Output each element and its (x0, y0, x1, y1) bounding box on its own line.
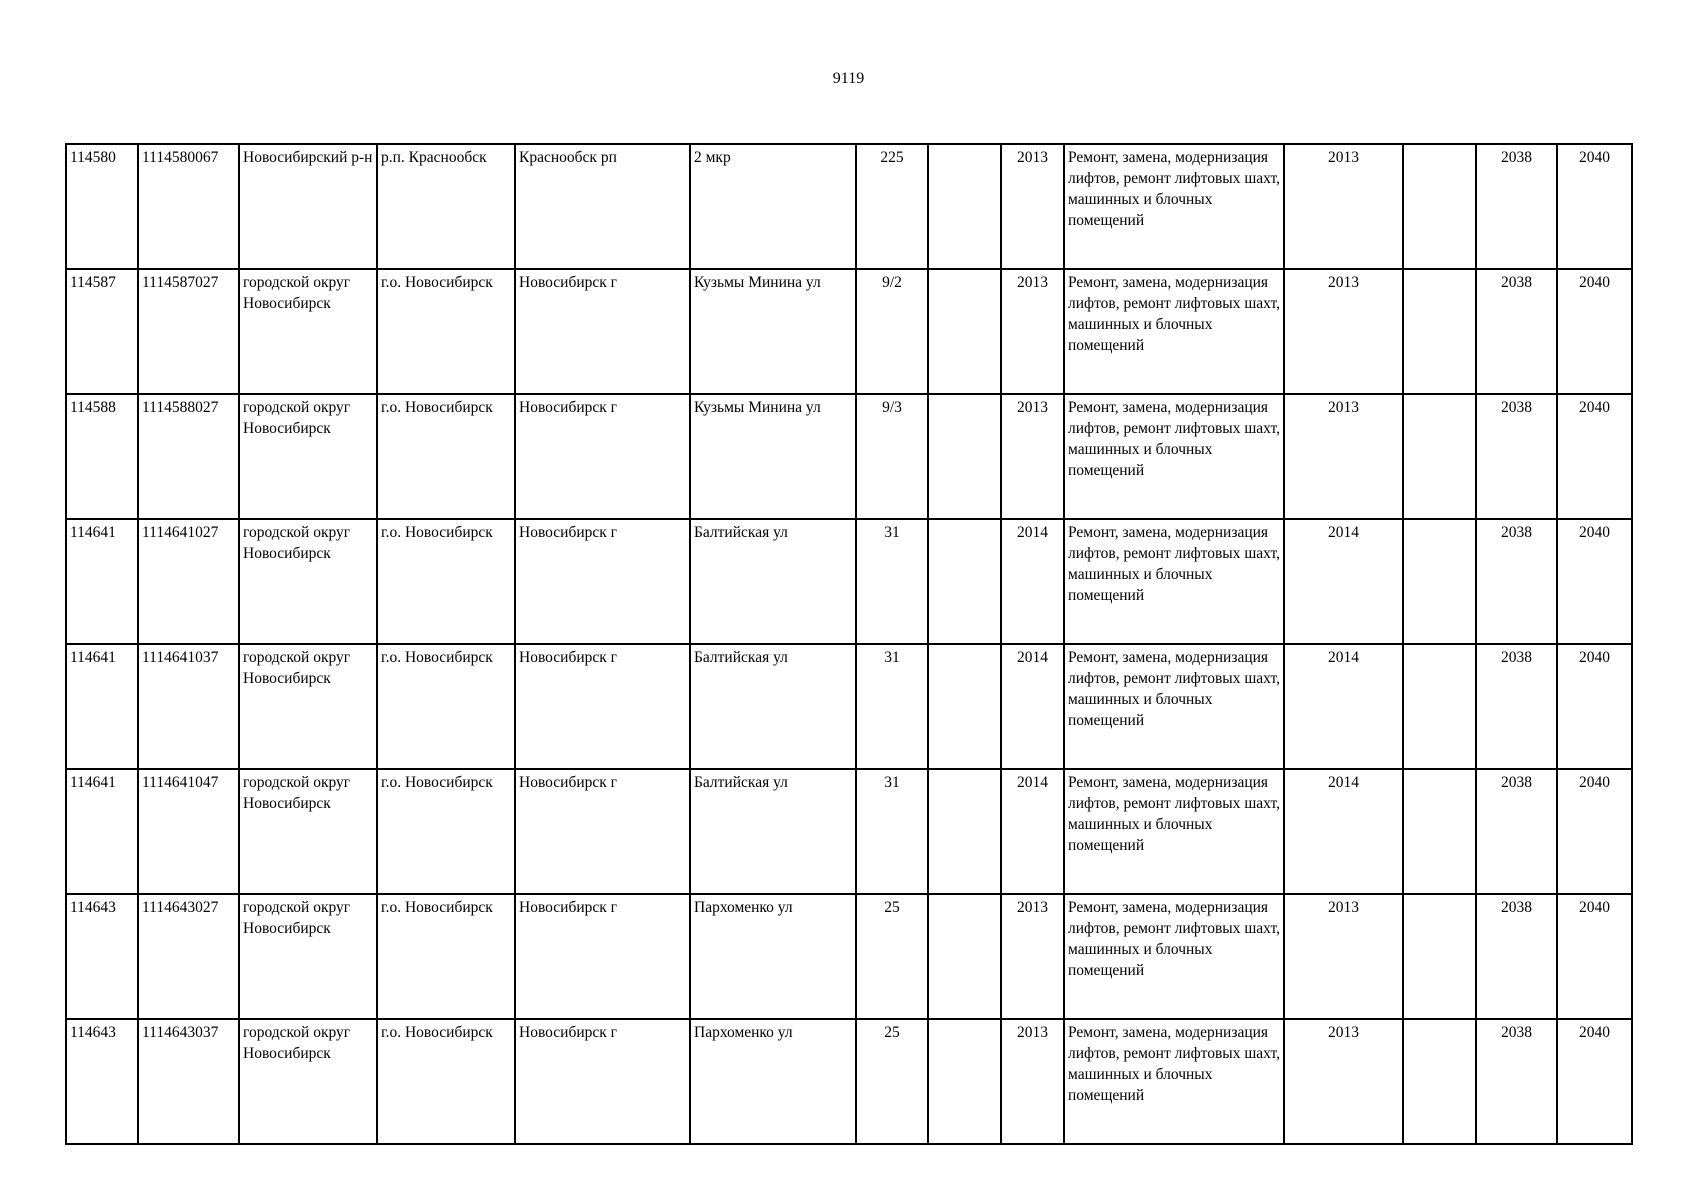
cell-street: Пархоменко ул (690, 1019, 856, 1144)
cell-work-type: Ремонт, замена, модернизация лифтов, ремонт лифтовых шахт, машинных и блочных помещений (1064, 144, 1284, 269)
cell-empty (1403, 769, 1476, 894)
cell-work-type: Ремонт, замена, модернизация лифтов, ремонт лифтовых шахт, машинных и блочных помещений (1064, 519, 1284, 644)
cell-id: 114641 (66, 519, 138, 644)
table-body (66, 144, 1632, 1144)
cell-district: городской округ Новосибирск (239, 394, 377, 519)
cell-code: 1114580067 (138, 144, 239, 269)
cell-locality: Новосибирск г (515, 644, 690, 769)
cell-street: Кузьмы Минина ул (690, 394, 856, 519)
cell-year-from: 2038 (1476, 769, 1557, 894)
cell-year-built: 2014 (1001, 519, 1064, 644)
cell-locality: Новосибирск г (515, 1019, 690, 1144)
cell-year-repair: 2013 (1284, 394, 1403, 519)
cell-house: 31 (856, 519, 928, 644)
cell-street: Балтийская ул (690, 769, 856, 894)
cell-year-to: 2040 (1557, 269, 1632, 394)
cell-settlement: г.о. Новосибирск (377, 519, 515, 644)
cell-district: городской округ Новосибирск (239, 519, 377, 644)
cell-locality: Новосибирск г (515, 394, 690, 519)
cell-street: Балтийская ул (690, 644, 856, 769)
cell-year-from: 2038 (1476, 519, 1557, 644)
cell-district: городской округ Новосибирск (239, 269, 377, 394)
cell-work-type: Ремонт, замена, модернизация лифтов, ремонт лифтовых шахт, машинных и блочных помещений (1064, 1019, 1284, 1144)
cell-street: 2 мкр (690, 144, 856, 269)
cell-year-built: 2013 (1001, 144, 1064, 269)
cell-year-from: 2038 (1476, 269, 1557, 394)
cell-settlement: г.о. Новосибирск (377, 644, 515, 769)
cell-empty (1403, 644, 1476, 769)
cell-empty (1403, 144, 1476, 269)
cell-year-repair: 2013 (1284, 269, 1403, 394)
cell-work-type: Ремонт, замена, модернизация лифтов, ремонт лифтовых шахт, машинных и блочных помещений (1064, 769, 1284, 894)
cell-year-to: 2040 (1557, 769, 1632, 894)
cell-house: 25 (856, 894, 928, 1019)
cell-empty (928, 269, 1001, 394)
cell-work-type: Ремонт, замена, модернизация лифтов, ремонт лифтовых шахт, машинных и блочных помещений (1064, 394, 1284, 519)
cell-code: 1114641027 (138, 519, 239, 644)
table-row (66, 769, 1632, 894)
table-row (66, 1019, 1632, 1144)
cell-district: городской округ Новосибирск (239, 644, 377, 769)
cell-empty (928, 894, 1001, 1019)
cell-house: 25 (856, 1019, 928, 1144)
cell-id: 114587 (66, 269, 138, 394)
cell-settlement: г.о. Новосибирск (377, 394, 515, 519)
cell-settlement: г.о. Новосибирск (377, 769, 515, 894)
cell-year-to: 2040 (1557, 644, 1632, 769)
cell-code: 1114641047 (138, 769, 239, 894)
cell-code: 1114641037 (138, 644, 239, 769)
cell-empty (928, 394, 1001, 519)
cell-year-from: 2038 (1476, 394, 1557, 519)
cell-year-to: 2040 (1557, 1019, 1632, 1144)
cell-year-built: 2013 (1001, 1019, 1064, 1144)
cell-work-type: Ремонт, замена, модернизация лифтов, ремонт лифтовых шахт, машинных и блочных помещений (1064, 644, 1284, 769)
cell-house: 9/3 (856, 394, 928, 519)
cell-year-to: 2040 (1557, 394, 1632, 519)
cell-district: городской округ Новосибирск (239, 769, 377, 894)
cell-locality: Краснообск рп (515, 144, 690, 269)
registry-table (65, 143, 1633, 1145)
cell-house: 225 (856, 144, 928, 269)
cell-code: 1114643027 (138, 894, 239, 1019)
cell-district: городской округ Новосибирск (239, 1019, 377, 1144)
table-row (66, 519, 1632, 644)
cell-year-from: 2038 (1476, 644, 1557, 769)
cell-work-type: Ремонт, замена, модернизация лифтов, ремонт лифтовых шахт, машинных и блочных помещений (1064, 894, 1284, 1019)
cell-settlement: г.о. Новосибирск (377, 894, 515, 1019)
cell-house: 9/2 (856, 269, 928, 394)
cell-year-from: 2038 (1476, 144, 1557, 269)
cell-empty (928, 144, 1001, 269)
cell-year-to: 2040 (1557, 144, 1632, 269)
cell-street: Кузьмы Минина ул (690, 269, 856, 394)
cell-year-from: 2038 (1476, 894, 1557, 1019)
cell-code: 1114587027 (138, 269, 239, 394)
cell-year-to: 2040 (1557, 519, 1632, 644)
cell-house: 31 (856, 644, 928, 769)
cell-id: 114643 (66, 1019, 138, 1144)
cell-locality: Новосибирск г (515, 519, 690, 644)
cell-year-from: 2038 (1476, 1019, 1557, 1144)
cell-empty (1403, 894, 1476, 1019)
cell-settlement: г.о. Новосибирск (377, 1019, 515, 1144)
cell-year-to: 2040 (1557, 894, 1632, 1019)
cell-year-built: 2013 (1001, 394, 1064, 519)
cell-house: 31 (856, 769, 928, 894)
cell-id: 114641 (66, 644, 138, 769)
cell-year-built: 2014 (1001, 769, 1064, 894)
cell-id: 114643 (66, 894, 138, 1019)
cell-code: 1114643037 (138, 1019, 239, 1144)
cell-street: Балтийская ул (690, 519, 856, 644)
cell-year-built: 2013 (1001, 269, 1064, 394)
cell-year-repair: 2013 (1284, 1019, 1403, 1144)
cell-empty (928, 519, 1001, 644)
cell-empty (1403, 1019, 1476, 1144)
cell-year-repair: 2013 (1284, 894, 1403, 1019)
cell-id: 114588 (66, 394, 138, 519)
cell-year-built: 2014 (1001, 644, 1064, 769)
table-row (66, 269, 1632, 394)
cell-id: 114641 (66, 769, 138, 894)
cell-locality: Новосибирск г (515, 269, 690, 394)
table-row (66, 144, 1632, 269)
cell-empty (928, 1019, 1001, 1144)
cell-code: 1114588027 (138, 394, 239, 519)
cell-empty (1403, 519, 1476, 644)
cell-empty (928, 644, 1001, 769)
cell-id: 114580 (66, 144, 138, 269)
cell-year-repair: 2014 (1284, 769, 1403, 894)
cell-empty (1403, 269, 1476, 394)
cell-settlement: г.о. Новосибирск (377, 269, 515, 394)
cell-year-built: 2013 (1001, 894, 1064, 1019)
table-row (66, 894, 1632, 1019)
cell-locality: Новосибирск г (515, 769, 690, 894)
cell-district: городской округ Новосибирск (239, 894, 377, 1019)
table-row (66, 394, 1632, 519)
cell-district: Новосибирский р-н (239, 144, 377, 269)
cell-settlement: р.п. Краснообск (377, 144, 515, 269)
cell-year-repair: 2014 (1284, 519, 1403, 644)
page-number: 9119 (832, 70, 865, 87)
cell-locality: Новосибирск г (515, 894, 690, 1019)
cell-year-repair: 2013 (1284, 144, 1403, 269)
table-row (66, 644, 1632, 769)
cell-empty (1403, 394, 1476, 519)
cell-empty (928, 769, 1001, 894)
cell-work-type: Ремонт, замена, модернизация лифтов, ремонт лифтовых шахт, машинных и блочных помещений (1064, 269, 1284, 394)
cell-year-repair: 2014 (1284, 644, 1403, 769)
cell-street: Пархоменко ул (690, 894, 856, 1019)
